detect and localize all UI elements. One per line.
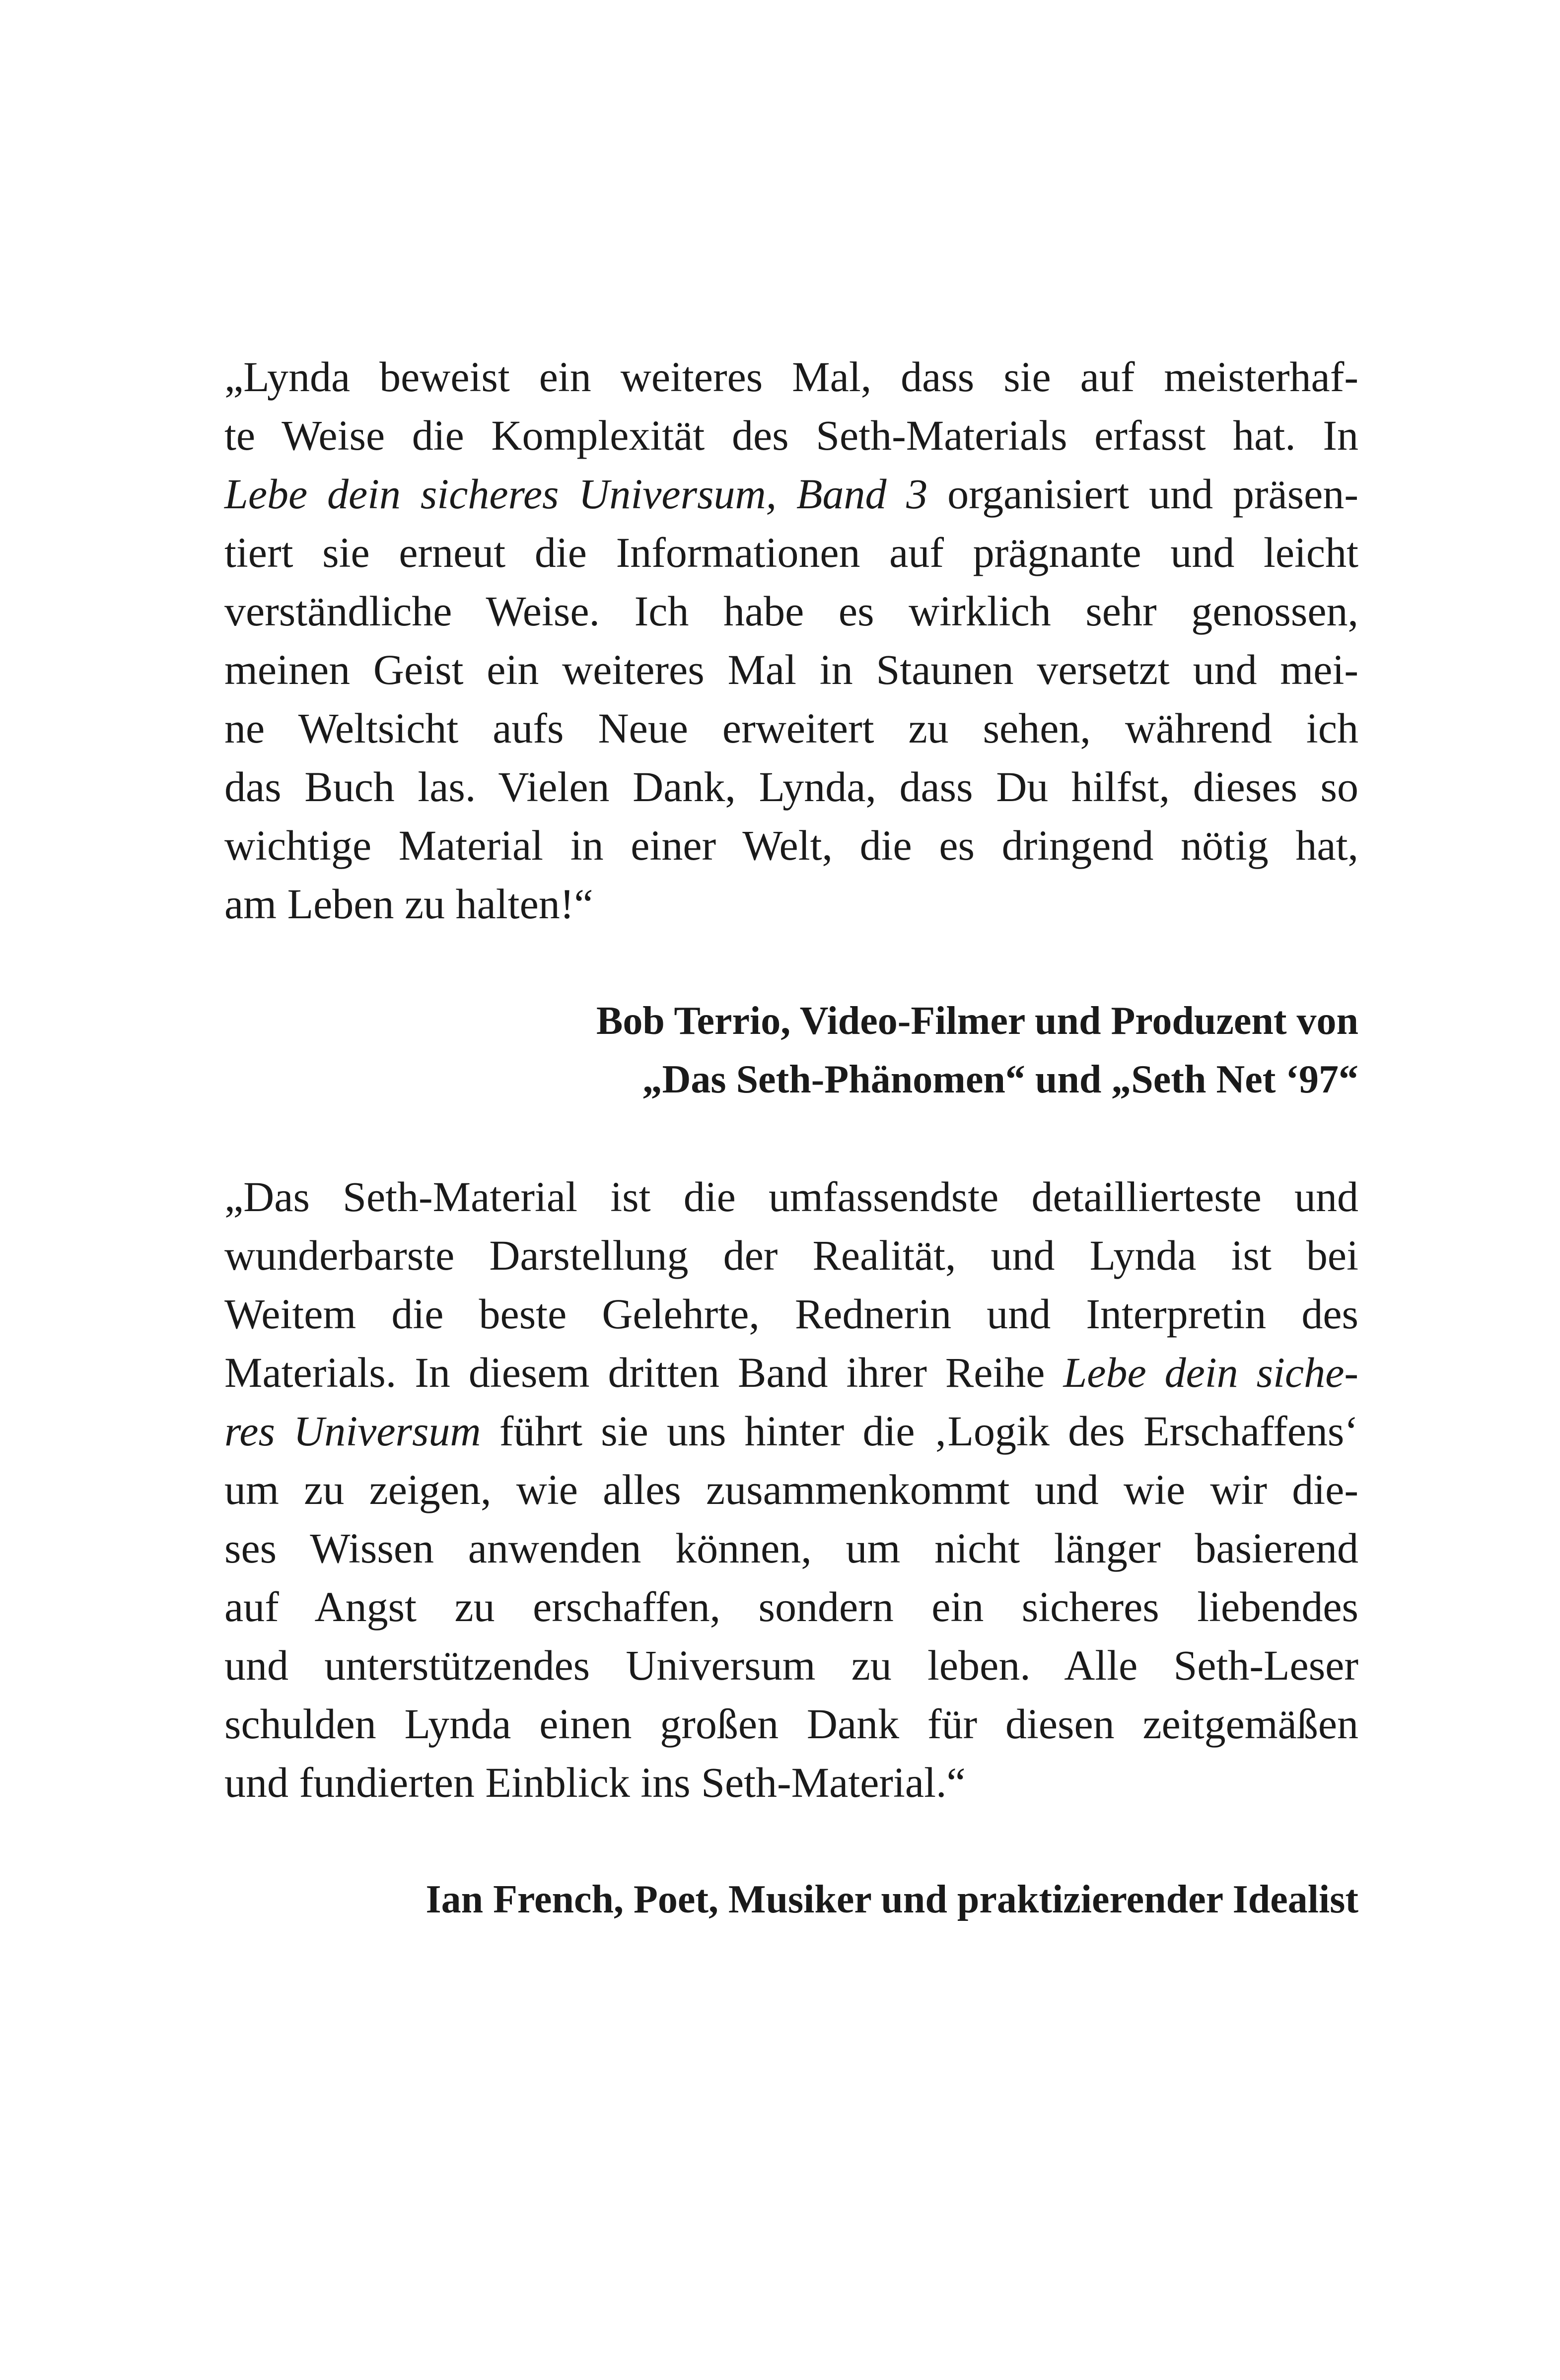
- quote-line: um zu zeigen, wie alles zusammenkommt und wie wir die-: [224, 1466, 1358, 1513]
- quote-line-text: führt sie uns hinter die ‚Logik des Erschaffens‘: [499, 1407, 1358, 1455]
- quote-line: ses Wissen anwenden können, um nicht länger basierend: [224, 1524, 1358, 1572]
- quote-line: tiert sie erneut die Informationen auf prägnante und leicht: [224, 529, 1358, 576]
- quote-line: ne Weltsicht aufs Neue erweitert zu sehen, während ich: [224, 704, 1358, 752]
- quote-line: auf Angst zu erschaffen, sondern ein sicheres liebendes: [224, 1583, 1358, 1631]
- quote-line: am Leben zu halten!“: [224, 880, 593, 928]
- book-title-italic: Lebe dein siche-: [1063, 1349, 1359, 1396]
- quote-line: und fundierten Einblick ins Seth-Material.“: [224, 1759, 966, 1806]
- quote-line: Weitem die beste Gelehrte, Rednerin und Interpretin des: [224, 1290, 1358, 1338]
- attribution-line: „Das Seth-Phänomen“ und „Seth Net ‘97“: [642, 1058, 1358, 1101]
- attribution-line: Ian French, Poet, Musiker und praktizierender Idealist: [425, 1878, 1358, 1921]
- quote-line: te Weise die Komplexität des Seth-Materials erfasst hat. In: [224, 411, 1358, 459]
- quote-line: wunderbarste Darstellung der Realität, und Lynda ist bei: [224, 1231, 1358, 1279]
- quote-line: [224, 465, 1358, 523]
- quote-line: wichtige Material in einer Welt, die es dringend nötig hat,: [224, 821, 1358, 869]
- page-content: [224, 347, 1358, 1929]
- quote-line: „Lynda beweist ein weiteres Mal, dass sie auf meisterhaf-: [224, 353, 1358, 401]
- book-title-italic: res Universum: [224, 1407, 481, 1455]
- quote-line-text: organisiert und präsen-: [947, 470, 1358, 518]
- quote-line: das Buch las. Vielen Dank, Lynda, dass Du hilfst, dieses so: [224, 763, 1358, 811]
- book-title-italic: Lebe dein sicheres Universum, Band 3: [224, 470, 928, 518]
- testimonial-quote-2: [224, 1167, 1358, 1812]
- testimonial-attribution-1: [224, 992, 1358, 1109]
- quote-line: [224, 1402, 1358, 1460]
- quote-line: verständliche Weise. Ich habe es wirklich sehr genossen,: [224, 587, 1358, 635]
- testimonial-quote-1: [224, 347, 1358, 933]
- quote-line: und unterstützendes Universum zu leben. Alle Seth-Leser: [224, 1641, 1358, 1689]
- quote-line: „Das Seth-Material ist die umfassendste detaillierteste und: [224, 1173, 1358, 1221]
- quote-line: schulden Lynda einen großen Dank für diesen zeitgemäßen: [224, 1700, 1358, 1748]
- quote-line: meinen Geist ein weiteres Mal in Staunen versetzt und mei-: [224, 646, 1358, 693]
- quote-line-text: Materials. In diesem dritten Band ihrer Reihe: [224, 1349, 1045, 1396]
- testimonial-attribution-2: [224, 1870, 1358, 1929]
- quote-line: [224, 1343, 1358, 1402]
- attribution-line: Bob Terrio, Video-Filmer und Produzent von: [596, 999, 1358, 1043]
